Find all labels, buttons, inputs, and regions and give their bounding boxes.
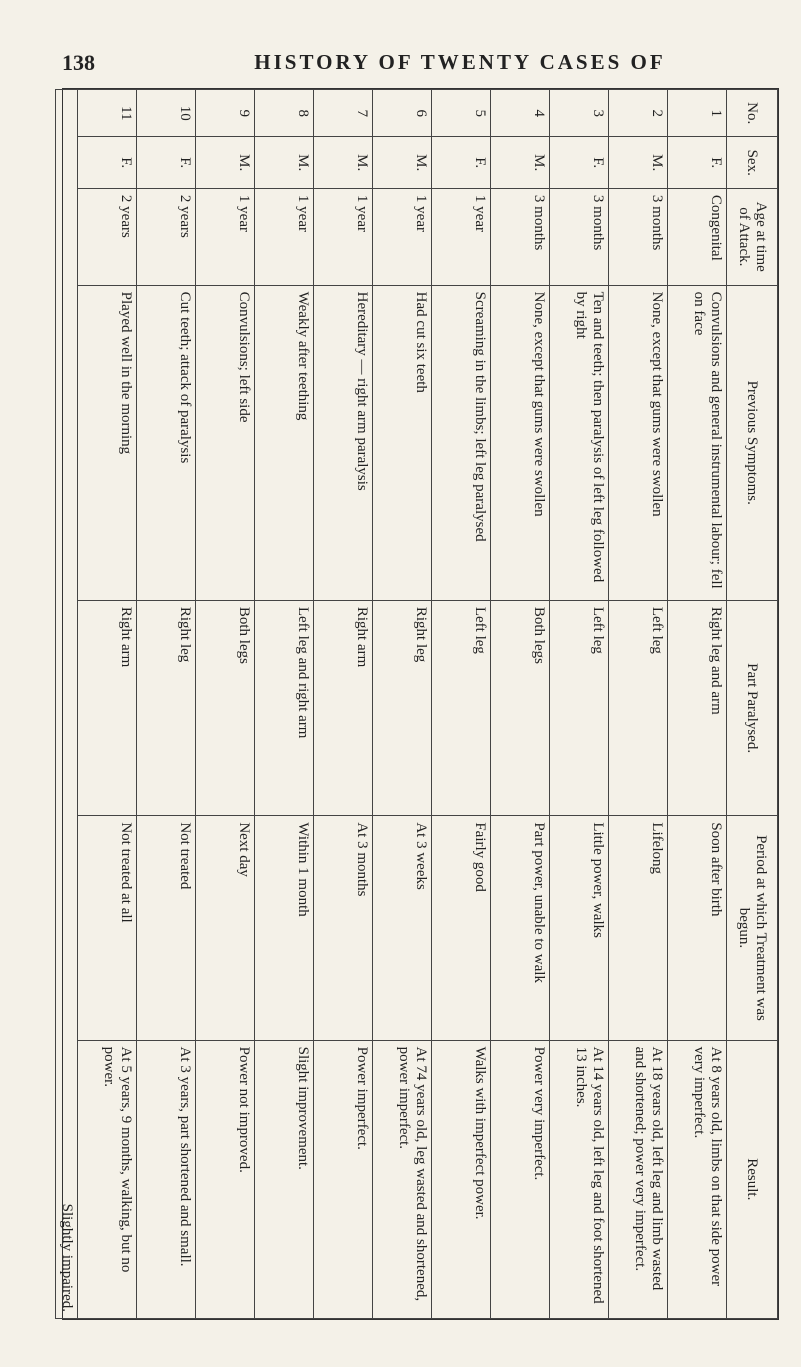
cell-result: Power not improved.: [196, 1040, 255, 1318]
cell-paralysed: Both legs: [491, 600, 550, 815]
col-result: Result.: [727, 1040, 778, 1318]
cell-sex: F.: [550, 137, 609, 188]
cell-no: 10: [137, 90, 196, 137]
cell-age: 1 year: [432, 188, 491, 285]
cell-symptoms: Hereditary — right arm paralysis: [314, 285, 373, 600]
table-row: [491, 90, 550, 1319]
col-no: No.: [727, 90, 778, 137]
cell-treatment: Little power, walks: [550, 816, 609, 1040]
table-row: [78, 90, 137, 1319]
cell-age: 1 year: [373, 188, 432, 285]
table-row: [550, 90, 609, 1319]
table-header-row: [727, 90, 778, 1319]
case-table: [55, 89, 778, 1319]
cell-symptoms: None, except that gums were swollen: [609, 285, 668, 600]
cell-symptoms: None, except that gums were swollen: [491, 285, 550, 600]
table-footer: Slightly impaired.: [56, 90, 78, 1319]
cell-treatment: Not treated at all: [78, 816, 137, 1040]
cell-treatment: Next day: [196, 816, 255, 1040]
cell-no: 9: [196, 90, 255, 137]
rotated-table-container: [59, 89, 778, 1319]
cell-treatment: Soon after birth: [668, 816, 727, 1040]
cell-symptoms: Cut teeth; attack of paralysis: [137, 285, 196, 600]
cell-symptoms: Played well in the morning: [78, 285, 137, 600]
col-symptoms: Previous Symptoms.: [727, 285, 778, 600]
cell-sex: F.: [668, 137, 727, 188]
cell-no: 11: [78, 90, 137, 137]
cell-paralysed: Both legs: [196, 600, 255, 815]
cell-age: 1 year: [255, 188, 314, 285]
cell-sex: M.: [196, 137, 255, 188]
cell-paralysed: Left leg and right arm: [255, 600, 314, 815]
cell-result: At 18 years old, left leg and limb wasted and shortened; power very imperfect.: [609, 1040, 668, 1318]
cell-symptoms: Had cut six teeth: [373, 285, 432, 600]
cell-no: 7: [314, 90, 373, 137]
cell-symptoms: Convulsions and general instrumental labour; fell on face: [668, 285, 727, 600]
table-row: [609, 90, 668, 1319]
col-age: Age at time of Attack.: [727, 188, 778, 285]
cell-paralysed: Right leg: [137, 600, 196, 815]
col-paralysed: Part Paralysed.: [727, 600, 778, 815]
cell-sex: M.: [314, 137, 373, 188]
cell-age: 1 year: [196, 188, 255, 285]
cell-result: At 5 years, 9 months, walking, but no power.: [78, 1040, 137, 1318]
cell-age: 3 months: [609, 188, 668, 285]
cell-symptoms: Ten and teeth; then paralysis of left leg followed by right: [550, 285, 609, 600]
cell-age: 3 months: [491, 188, 550, 285]
cell-treatment: At 3 months: [314, 816, 373, 1040]
cell-treatment: Within 1 month: [255, 816, 314, 1040]
cell-age: 1 year: [314, 188, 373, 285]
cell-paralysed: Right leg and arm: [668, 600, 727, 815]
cell-sex: F.: [78, 137, 137, 188]
cell-age: 2 years: [137, 188, 196, 285]
page-number: 138: [62, 50, 95, 75]
cell-no: 2: [609, 90, 668, 137]
cell-no: 5: [432, 90, 491, 137]
cell-no: 3: [550, 90, 609, 137]
cell-treatment: Lifelong: [609, 816, 668, 1040]
cell-result: Power imperfect.: [314, 1040, 373, 1318]
col-sex: Sex.: [727, 137, 778, 188]
table-row: [137, 90, 196, 1319]
cell-symptoms: Weakly after teething: [255, 285, 314, 600]
running-title: HISTORY OF TWENTY CASES OF: [254, 50, 666, 74]
cell-no: 4: [491, 90, 550, 137]
cell-result: Slight improvement.: [255, 1040, 314, 1318]
table-row: [196, 90, 255, 1319]
cell-paralysed: Left leg: [550, 600, 609, 815]
cell-no: 1: [668, 90, 727, 137]
table-row: [373, 90, 432, 1319]
cell-no: 8: [255, 90, 314, 137]
cell-age: Congenital: [668, 188, 727, 285]
cell-paralysed: Right arm: [78, 600, 137, 815]
cell-paralysed: Left leg: [432, 600, 491, 815]
cell-result: At 14 years old, left leg and foot shortened 13 inches.: [550, 1040, 609, 1318]
cell-paralysed: Right arm: [314, 600, 373, 815]
cell-treatment: At 3 weeks: [373, 816, 432, 1040]
cell-sex: M.: [491, 137, 550, 188]
cell-age: 3 months: [550, 188, 609, 285]
cell-sex: F.: [137, 137, 196, 188]
cell-paralysed: Left leg: [609, 600, 668, 815]
cell-no: 6: [373, 90, 432, 137]
table-footer-row: [56, 90, 78, 1319]
col-treatment: Period at which Treatment was begun.: [727, 816, 778, 1040]
cell-sex: M.: [255, 137, 314, 188]
table-row: [255, 90, 314, 1319]
table-frame: [59, 88, 779, 1320]
cell-result: At 3 years, part shortened and small.: [137, 1040, 196, 1318]
cell-paralysed: Right leg: [373, 600, 432, 815]
cell-sex: F.: [432, 137, 491, 188]
cell-treatment: Fairly good: [432, 816, 491, 1040]
table-row: [314, 90, 373, 1319]
table-row: [668, 90, 727, 1319]
cell-result: Walks with imperfect power.: [432, 1040, 491, 1318]
cell-treatment: Part power, unable to walk: [491, 816, 550, 1040]
cell-result: Power very imperfect.: [491, 1040, 550, 1318]
cell-age: 2 years: [78, 188, 137, 285]
cell-sex: M.: [373, 137, 432, 188]
cell-result: At 74 years old, leg wasted and shortened, power imperfect.: [373, 1040, 432, 1318]
cell-treatment: Not treated: [137, 816, 196, 1040]
cell-symptoms: Screaming in the limbs; left leg paralysed: [432, 285, 491, 600]
table-row: [432, 90, 491, 1319]
cell-result: At 8 years old, limbs on that side power very imperfect.: [668, 1040, 727, 1318]
cell-sex: M.: [609, 137, 668, 188]
cell-symptoms: Convulsions; left side: [196, 285, 255, 600]
